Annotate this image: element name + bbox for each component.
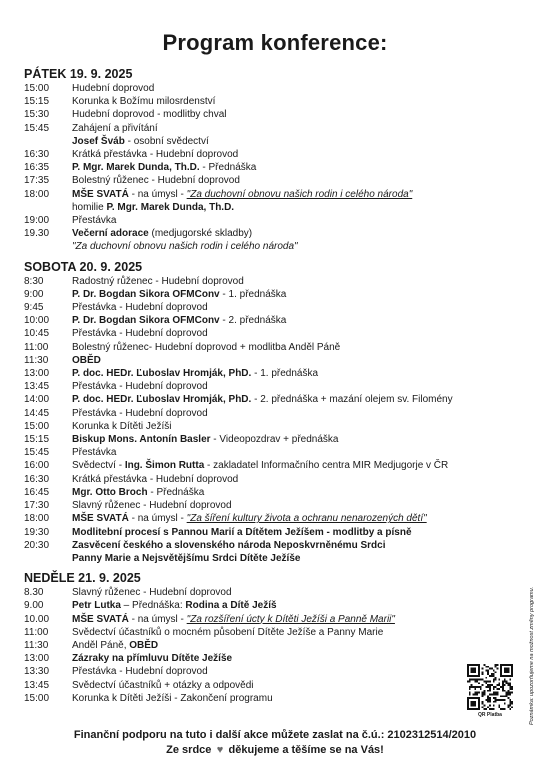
footer-thanks-start: Ze srdce [166, 744, 212, 756]
schedule-text: Modlitební procesí s Pannou Marií a Dítětem Ježíšem - modlitby a písně [72, 526, 412, 538]
schedule-text: Mgr. Otto Broch [72, 486, 148, 498]
schedule-row [24, 393, 524, 406]
schedule-row [24, 586, 524, 599]
schedule-description [72, 108, 524, 121]
day-section [24, 570, 524, 705]
schedule-time: 11:30 [24, 639, 49, 651]
schedule-description [72, 613, 524, 626]
schedule-description [72, 380, 524, 393]
schedule-time: 18:00 [24, 513, 50, 525]
schedule-description [72, 188, 524, 201]
schedule-text: - na úmysl - [128, 188, 187, 200]
schedule-text: MŠE SVATÁ [72, 613, 129, 625]
schedule-text: "Za šíření kultury života a ochranu nenarozených dětí" [186, 513, 427, 525]
schedule-text: "Za rozšíření úcty k Dítěti Ježíši a Panně Marii" [186, 613, 395, 625]
schedule-time: 15:45 [24, 122, 50, 134]
schedule-description [72, 586, 524, 599]
schedule-text: - Přednáška [199, 162, 257, 174]
schedule-row [24, 486, 524, 499]
schedule-time: 13:00 [24, 368, 50, 380]
schedule-description [72, 552, 524, 565]
schedule-text: Zahájení a přivítání [72, 122, 158, 134]
schedule-row [24, 327, 524, 340]
schedule-row [24, 174, 524, 187]
schedule-row [24, 161, 524, 174]
schedule-row [24, 692, 524, 705]
schedule-time: 11:30 [24, 354, 49, 366]
schedule-time [24, 135, 72, 148]
schedule-time: 19.30 [24, 228, 50, 240]
schedule-description [72, 367, 524, 380]
schedule-description [72, 639, 524, 652]
schedule-text: Přestávka - Hudební doprovod [72, 381, 208, 393]
schedule-description [72, 174, 524, 187]
schedule-text: OBĚD [72, 354, 101, 366]
schedule-text: - Přednáška [147, 486, 205, 498]
schedule-row [24, 214, 524, 227]
schedule-time: 10:00 [24, 315, 50, 327]
schedule-description [72, 665, 524, 678]
schedule-row [24, 82, 524, 95]
schedule-text: P. Dr. Bogdan Sikora OFMConv [72, 315, 220, 327]
schedule-row [24, 95, 524, 108]
schedule-time: 16:00 [24, 460, 50, 472]
schedule-row [24, 679, 524, 692]
schedule-row [24, 314, 524, 327]
schedule-time [24, 201, 72, 214]
schedule-text: Josef Šváb [72, 135, 125, 147]
schedule-description [72, 499, 524, 512]
schedule-description [72, 314, 524, 327]
schedule-description [72, 148, 524, 161]
schedule-description [72, 486, 524, 499]
schedule-time: 19:00 [24, 215, 50, 227]
schedule-row [24, 108, 524, 121]
schedule-text: "Za duchovní obnovu našich rodin i celého národa" [186, 188, 413, 200]
schedule-row [24, 512, 524, 525]
schedule-text: Zázraky na přímluvu Dítěte Ježíše [72, 653, 233, 665]
page-title: Program konference: [162, 30, 388, 55]
schedule-time: 13:30 [24, 666, 50, 678]
schedule-text: Anděl Páně, [72, 639, 130, 651]
schedule-text: Petr Lutka [72, 600, 121, 612]
schedule-row [24, 227, 524, 240]
schedule-row [24, 188, 524, 201]
program-change-note: Poznámka: upozorňujeme na možnost změny programu. [529, 586, 535, 725]
schedule-time: 11:00 [24, 626, 49, 638]
schedule-time: 14:45 [24, 407, 50, 419]
schedule-text: MŠE SVATÁ [72, 188, 129, 200]
schedule-text: - zakladatel Informačního centra MIR Medjugorje v ČR [204, 460, 449, 472]
schedule-text: P. doc. HEDr. Ľuboslav Hromják, PhD. [72, 394, 252, 406]
schedule-description [72, 652, 524, 665]
schedule-row [24, 380, 524, 393]
footer-donation-line: Finanční podporu na tuto i další akce můžete zaslat na č.ú.: 2102312514/2010 [73, 729, 477, 741]
schedule-row [24, 446, 524, 459]
schedule-text: OBĚD [129, 639, 159, 651]
schedule-description [72, 201, 524, 214]
schedule-description [72, 539, 524, 552]
schedule-row [24, 639, 524, 652]
schedule-time: 17:30 [24, 500, 50, 512]
schedule-description [72, 446, 524, 459]
schedule-description [72, 122, 524, 135]
schedule-time: 16:35 [24, 162, 50, 174]
schedule-description [72, 692, 524, 705]
day-heading: PÁTEK 19. 9. 2025 [24, 67, 133, 81]
schedule-time: 10.00 [24, 613, 50, 625]
day-heading: NEDĚLE 21. 9. 2025 [24, 571, 141, 586]
schedule-text: Biskup Mons. Antonín Basler [72, 434, 211, 446]
schedule-description [72, 227, 524, 240]
schedule-row [24, 420, 524, 433]
schedule-description [72, 420, 524, 433]
schedule-time: 8.30 [24, 587, 44, 599]
schedule-description [72, 327, 524, 340]
schedule-description [72, 473, 524, 486]
schedule-text: Slavný růženec - Hudební doprovod [72, 587, 232, 599]
schedule-text: Slavný růženec - Hudební doprovod [72, 500, 232, 512]
schedule-description [72, 393, 524, 406]
schedule-time: 15:45 [24, 447, 50, 459]
heart-icon: ♥ [216, 744, 224, 756]
schedule-text: Korunka k Dítěti Ježíši [72, 420, 172, 432]
schedule-text: Svědectví účastníků o mocném působení Dítěte Ježíše a Panny Marie [72, 626, 384, 638]
schedule-text: P. Dr. Bogdan Sikora OFMConv [72, 288, 220, 300]
schedule-time: 17:35 [24, 175, 50, 187]
schedule-time: 15:30 [24, 109, 50, 121]
schedule-text: Panny Marie a Nejsvětějšímu Srdci Dítěte Ježíše [72, 552, 301, 564]
schedule-time [24, 240, 72, 253]
schedule-row [24, 433, 524, 446]
schedule-time: 13:45 [24, 381, 50, 393]
schedule-text: Přestávka [72, 215, 117, 227]
schedule-row [24, 652, 524, 665]
schedule-text: - na úmysl - [128, 513, 187, 525]
schedule-description [72, 95, 524, 108]
schedule-text: - na úmysl - [128, 613, 187, 625]
schedule-time: 11:00 [24, 341, 49, 353]
schedule-row [24, 240, 524, 253]
schedule-row [24, 135, 524, 148]
schedule-row [24, 665, 524, 678]
qr-label: QR Platba [478, 712, 502, 718]
schedule-time: 18:00 [24, 188, 50, 200]
schedule-time: 13:45 [24, 679, 50, 691]
schedule-text: Radostný růženec - Hudební doprovod [72, 275, 244, 287]
schedule-text: - 2. přednáška + mazání olejem sv. Filomény [251, 394, 453, 406]
schedule-description [72, 459, 524, 472]
schedule-text: Krátká přestávka - Hudební doprovod [72, 149, 239, 161]
program [24, 66, 524, 710]
schedule-text: Krátká přestávka - Hudební doprovod [72, 473, 239, 485]
schedule-row [24, 539, 524, 552]
schedule-text: "Za duchovní obnovu našich rodin i celého národa" [72, 241, 298, 253]
schedule-description [72, 161, 524, 174]
schedule-time: 16:30 [24, 473, 50, 485]
schedule-time: 16:45 [24, 486, 50, 498]
schedule-time: 15:15 [24, 434, 50, 446]
schedule-text: Přestávka - Hudební doprovod [72, 302, 208, 314]
schedule-text: Hudební doprovod - modlitby chval [72, 109, 227, 121]
schedule-description [72, 288, 524, 301]
schedule-time: 10:45 [24, 328, 50, 340]
schedule-description [72, 433, 524, 446]
schedule-text: Večerní adorace [72, 228, 149, 240]
footer [0, 728, 550, 758]
schedule-text: – Přednáška: [120, 600, 186, 612]
schedule-row [24, 552, 524, 565]
schedule-row [24, 526, 524, 539]
schedule-text: P. Mgr. Marek Dunda, Th.D. [106, 201, 235, 213]
schedule-text: Svědectví účastníků + otázky a odpovědi [72, 679, 254, 691]
schedule-time: 9.00 [24, 600, 44, 612]
schedule-text: Hudební doprovod [72, 83, 155, 94]
schedule-row [24, 275, 524, 288]
schedule-text: - Videopozdrav + přednáška [210, 434, 339, 446]
schedule-text: (medjugorské skladby) [148, 228, 253, 240]
schedule-row [24, 367, 524, 380]
schedule-description [72, 599, 524, 612]
schedule-time: 15:00 [24, 420, 50, 432]
schedule-time: 9:00 [24, 288, 44, 300]
schedule-description [72, 275, 524, 288]
schedule-description [72, 301, 524, 314]
schedule-description [72, 135, 524, 148]
schedule-text: P. doc. HEDr. Ľuboslav Hromják, PhD. [72, 368, 252, 380]
schedule-text: Přestávka [72, 447, 117, 459]
schedule-description [72, 679, 524, 692]
footer-thanks-line [0, 743, 550, 758]
day-heading: SOBOTA 20. 9. 2025 [24, 259, 143, 274]
schedule-text: Přestávka - Hudební doprovod [72, 666, 208, 678]
schedule-time: 19:30 [24, 526, 50, 538]
schedule-time: 15:15 [24, 96, 50, 108]
schedule-description [72, 407, 524, 420]
schedule-row [24, 201, 524, 214]
schedule-text: Bolestný růženec - Hudební doprovod [72, 175, 240, 187]
schedule-text: P. Mgr. Marek Dunda, Th.D. [72, 162, 200, 174]
schedule-row [24, 473, 524, 486]
schedule-time: 9:45 [24, 302, 44, 314]
schedule-time: 13:00 [24, 653, 50, 665]
schedule-row [24, 301, 524, 314]
schedule-description [72, 526, 524, 539]
schedule-time: 20:30 [24, 539, 50, 551]
schedule-row [24, 341, 524, 354]
qr-code-icon [467, 664, 513, 710]
schedule-text: Korunka k Božímu milosrdenství [72, 96, 216, 108]
schedule-description [72, 626, 524, 639]
schedule-row [24, 459, 524, 472]
schedule-description [72, 354, 524, 367]
schedule-row [24, 626, 524, 639]
schedule-time: 14:00 [24, 394, 50, 406]
schedule-row [24, 407, 524, 420]
schedule-time [24, 552, 72, 565]
schedule-text: - osobní svědectví [124, 135, 209, 147]
schedule-text: Korunka k Dítěti Ježíši - Zakončení programu [72, 692, 273, 704]
schedule-row [24, 122, 524, 135]
schedule-row [24, 148, 524, 161]
schedule-text: MŠE SVATÁ [72, 513, 129, 525]
schedule-text: Ing. Šimon Rutta [124, 460, 205, 472]
schedule-time: 16:30 [24, 149, 50, 161]
footer-thanks-end: děkujeme a těšíme se na Vás! [228, 744, 384, 756]
schedule-description [72, 82, 524, 95]
schedule-time: 15:00 [24, 692, 50, 704]
day-section [24, 66, 524, 254]
schedule-row [24, 613, 524, 626]
schedule-description [72, 512, 524, 525]
schedule-row [24, 599, 524, 612]
day-section [24, 259, 524, 565]
schedule-text: Svědectví - [72, 460, 125, 472]
schedule-text: Zasvěcení českého a slovenského národa Neposkvrněnému Srdci [72, 539, 386, 551]
schedule-text: Rodina a Dítě Ježíš [185, 600, 277, 612]
schedule-row [24, 354, 524, 367]
schedule-time: 15:00 [24, 83, 50, 94]
schedule-row [24, 288, 524, 301]
schedule-row [24, 499, 524, 512]
schedule-text: homilie [72, 201, 107, 213]
schedule-text: Přestávka - Hudební doprovod [72, 328, 208, 340]
schedule-description [72, 341, 524, 354]
schedule-text: - 1. přednáška [251, 368, 319, 380]
schedule-text: Přestávka - Hudební doprovod [72, 407, 208, 419]
schedule-time: 8:30 [24, 275, 44, 287]
schedule-text: Bolestný růženec- Hudební doprovod + modlitba Anděl Páně [72, 341, 341, 353]
schedule-text: - 2. přednáška [219, 315, 287, 327]
schedule-description [72, 214, 524, 227]
schedule-text: - 1. přednáška [219, 288, 287, 300]
schedule-description [72, 240, 524, 253]
